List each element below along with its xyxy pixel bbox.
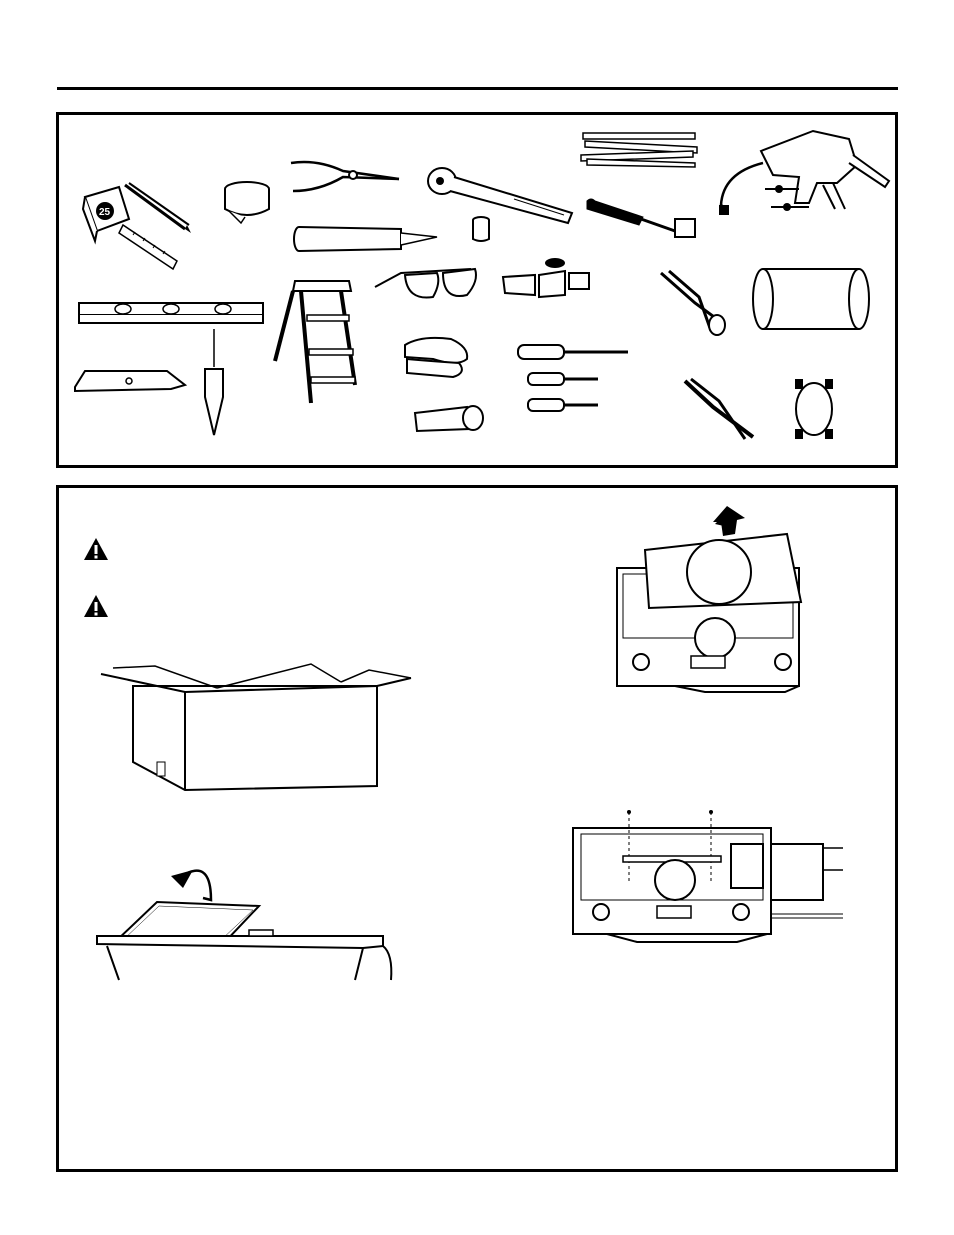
shims-icon — [577, 129, 702, 169]
carton-open-figure — [97, 658, 417, 798]
duct-tape-icon — [219, 177, 279, 227]
wire-nuts-icon — [499, 255, 594, 305]
header-rule — [57, 87, 898, 90]
duct-clamp-icon — [789, 375, 839, 441]
work-gloves-icon — [401, 333, 473, 381]
utility-knife-icon — [71, 365, 191, 397]
tools-panel — [56, 112, 898, 468]
screwdrivers-icon — [514, 341, 634, 421]
ratchet-wrench-icon — [424, 161, 579, 226]
warning-icon — [83, 594, 109, 618]
plumb-bob-icon — [199, 327, 229, 439]
remove-filter-figure — [93, 850, 423, 980]
safety-glasses-icon — [371, 265, 483, 309]
round-duct-icon — [749, 263, 874, 333]
pencils-icon — [119, 179, 194, 239]
socket-icon — [469, 215, 493, 245]
install-panel — [56, 485, 898, 1172]
warning-icon — [83, 537, 109, 561]
svg-text:25: 25 — [99, 207, 111, 218]
wire-connector-icon — [411, 403, 491, 435]
drill-bits-icon — [759, 179, 889, 215]
tin-snips-icon — [655, 267, 735, 339]
step-ladder-icon — [271, 277, 361, 407]
nut-driver-icon — [583, 195, 703, 245]
wire-strippers-icon — [679, 377, 759, 443]
hood-with-blower-figure — [567, 804, 847, 954]
level-icon — [75, 299, 267, 329]
remove-duct-transition-figure — [575, 498, 807, 698]
caulk-tube-icon — [291, 223, 439, 255]
needle-nose-pliers-icon — [287, 157, 407, 199]
